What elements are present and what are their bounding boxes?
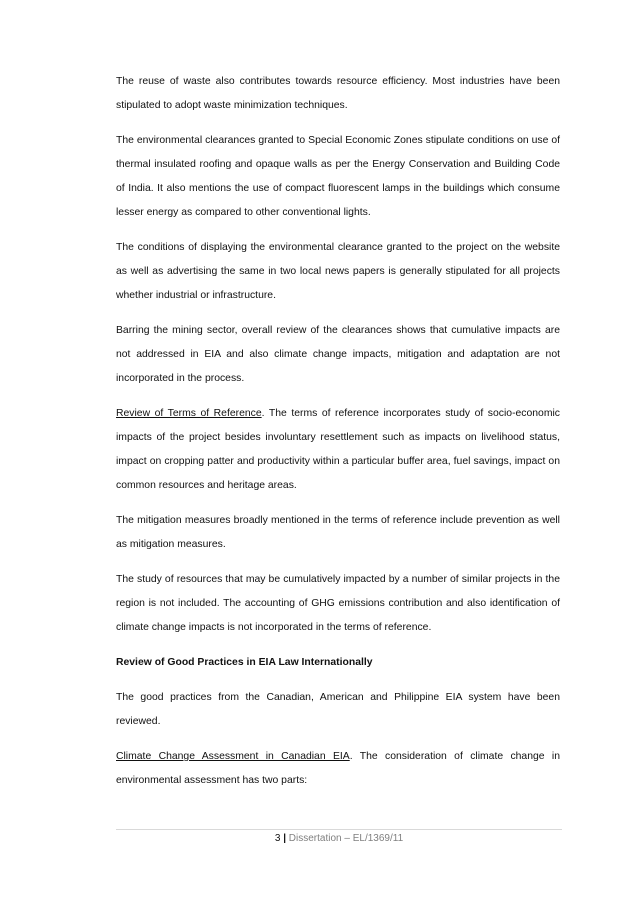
paragraph-waste-reuse: The reuse of waste also contributes towards resource efficiency. Most industries have been stipulated to adopt waste minimization techniques. <box>116 76 560 111</box>
paragraph-canadian-eia <box>116 745 560 793</box>
canada-text: . The consideration of climate change in environmental assessment has two parts: <box>116 751 560 786</box>
canada-lead: Climate Change Assessment in Canadian EIA <box>116 751 350 762</box>
paragraph-mitigation-measures: The mitigation measures broadly mentioned in the terms of reference include prevention as well as mitigation measures. <box>116 515 560 550</box>
paragraph-cumulative-resources: The study of resources that may be cumulatively impacted by a number of similar projects in the region is not included. The accounting of GHG emissions contribution and also identification of climate change impacts is not incorporated in the terms of reference. <box>116 574 560 633</box>
paragraph-sez-clearances: The environmental clearances granted to Special Economic Zones stipulate conditions on use of thermal insulated roofing and opaque walls as per the Energy Conservation and Building Code of India. It also mentions the use of compact fluorescent lamps in the buildings which consume lesser energy as compared to other conventional lights. <box>116 135 560 218</box>
page-body <box>116 70 560 804</box>
footer-label: Dissertation – EL/1369/11 <box>288 833 404 844</box>
footer-separator: | <box>283 833 287 844</box>
paragraph-terms-of-reference <box>116 402 560 498</box>
tor-text: . The terms of reference incorporates study of socio-economic impacts of the project besides involuntary resettlement such as impacts on livelihood status, impact on cropping patter and productivity within a particular buffer area, fuel savings, impact on common resources and heritage areas. <box>116 408 560 491</box>
section-heading: Review of Good Practices in EIA Law Internationally <box>116 657 373 668</box>
paragraph-display-conditions: The conditions of displaying the environmental clearance granted to the project on the website as well as advertising the same in two local news papers is generally stipulated for all projects whether industrial or infrastructure. <box>116 242 560 301</box>
page-number: 3 <box>274 833 281 844</box>
tor-lead: Review of Terms of Reference <box>116 408 262 419</box>
footer-divider <box>116 829 562 830</box>
page-footer <box>116 832 562 846</box>
paragraph-good-practices: The good practices from the Canadian, American and Philippine EIA system have been reviewed. <box>116 692 560 727</box>
paragraph-cumulative-impacts: Barring the mining sector, overall review of the clearances shows that cumulative impacts are not addressed in EIA and also climate change impacts, mitigation and adaptation are not incorporated in the process. <box>116 325 560 384</box>
